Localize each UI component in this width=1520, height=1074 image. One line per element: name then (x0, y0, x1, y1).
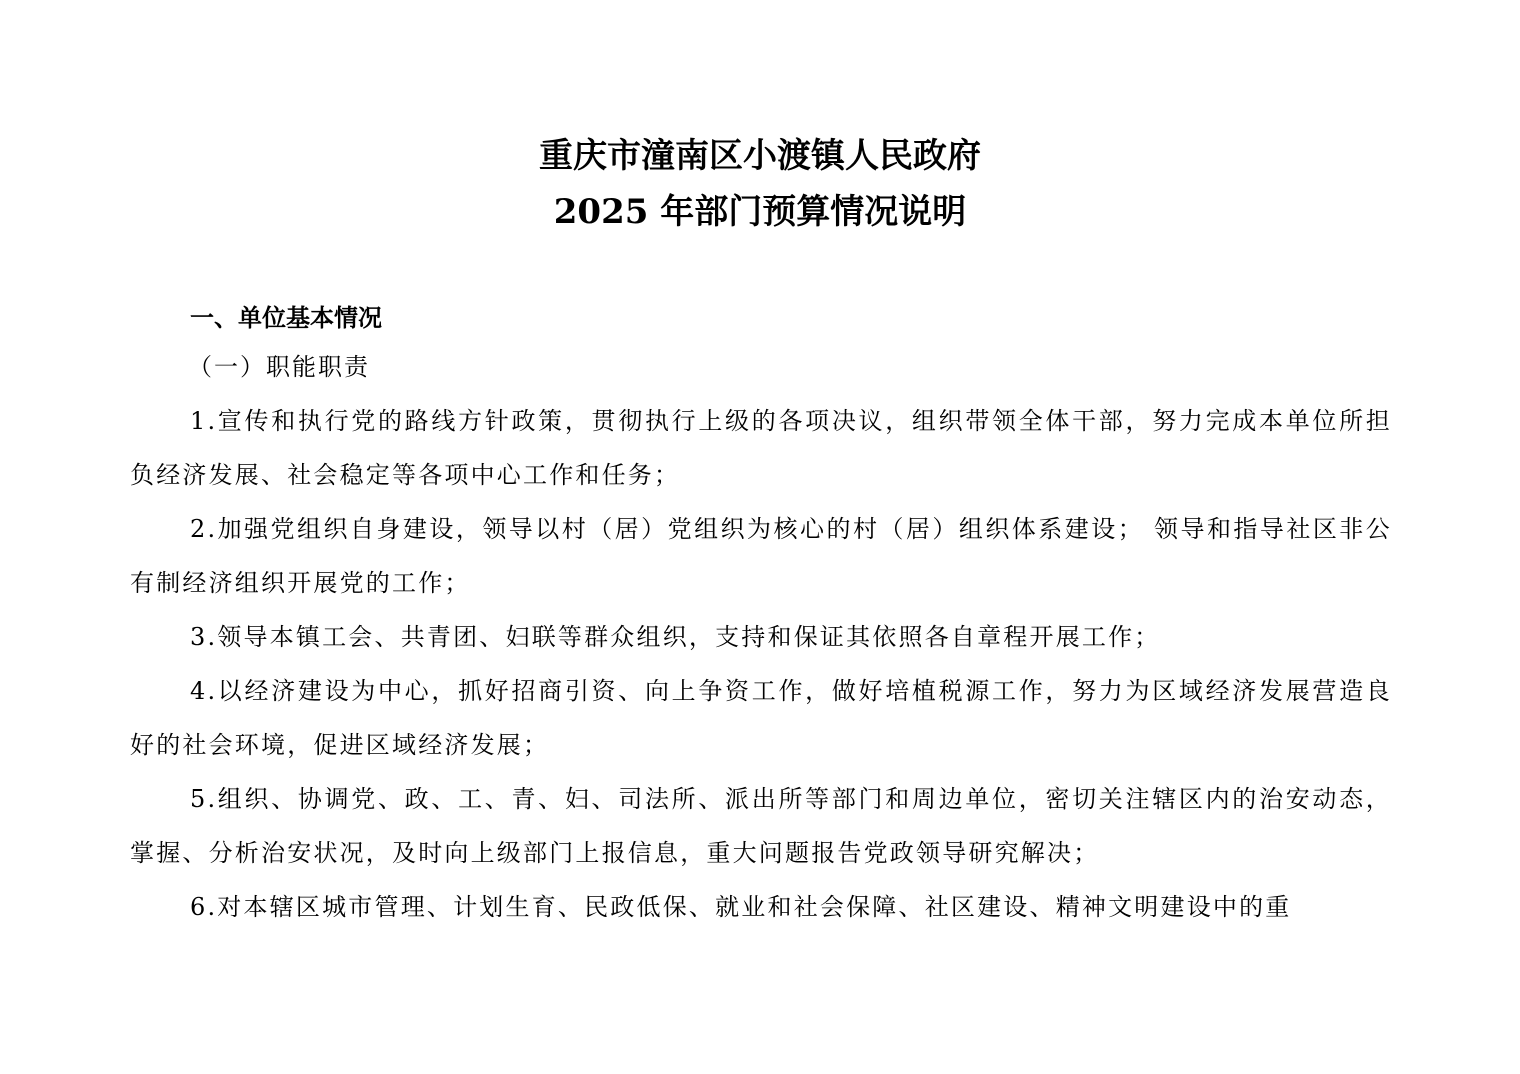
paragraph-3: 3.领导本镇工会、共青团、妇联等群众组织，支持和保证其依照各自章程开展工作； (190, 623, 1161, 651)
paragraph-2: 2.加强党组织自身建设，领导以村（居）党组织为核心的村（居）组织体系建设； 领导和指导社区非公有制经济组织开展党的工作； (130, 515, 1392, 597)
paragraph-1: 1.宣传和执行党的路线方针政策，贯彻执行上级的各项决议，组织带领全体干部，努力完成本单位所担负经济发展、社会稳定等各项中心工作和任务； (130, 407, 1392, 489)
section-heading: 一、单位基本情况 (190, 304, 382, 332)
subsection-heading: （一）职能职责 (188, 353, 370, 381)
paragraph-4: 4.以经济建设为中心，抓好招商引资、向上争资工作，做好培植税源工作，努力为区域经济发展营造良好的社会环境，促进区域经济发展； (130, 677, 1392, 759)
paragraph-6: 6.对本辖区城市管理、计划生育、民政低保、就业和社会保障、社区建设、精神文明建设中的重 (190, 893, 1292, 921)
document-title-line-1: 重庆市潼南区小渡镇人民政府 (539, 136, 981, 176)
document-title-line-2: 2025 年部门预算情况说明 (553, 192, 967, 232)
paragraph-5: 5.组织、协调党、政、工、青、妇、司法所、派出所等部门和周边单位，密切关注辖区内的治安动态，掌握、分析治安状况，及时向上级部门上报信息，重大问题报告党政领导研究解决； (130, 785, 1392, 867)
